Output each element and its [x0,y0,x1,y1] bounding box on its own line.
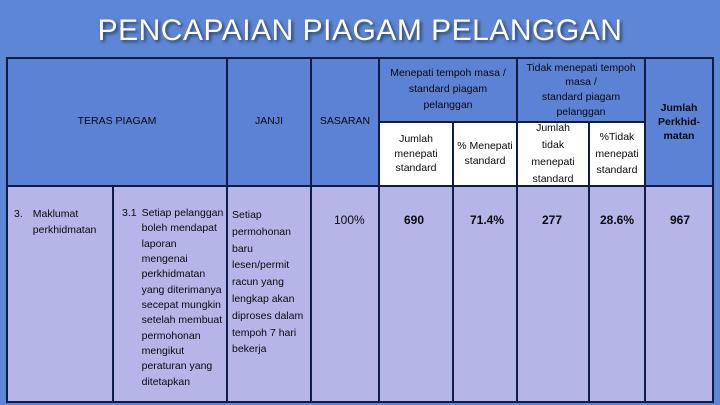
janji-cell [114,187,226,401]
header-pct-menepati: % Menepati standard [454,123,516,185]
header-janji: JANJI [228,59,310,185]
janji-detail-cell: Setiap permohonan baru lesen/permit racun yang lengkap akan diproses dalam tempoh 7 hari bekerja [228,187,310,401]
janji-text: Setiap pelanggan boleh mendapat laporan mengenai perkhidmatan yang diterimanya secepat mungkin setelah membuat permohonan mengikut peraturan yang ditetapkan [141,207,224,388]
header-teras-piagam: TERAS PIAGAM [8,59,226,185]
header-group-tidak-menepati: Tidak menepati tempoh masa / standard piagam pelanggan [518,59,644,121]
teras-number: 3. [14,208,23,220]
header-jumlah-perkhidmatan: Jumlah Perkhid- matan [646,59,712,185]
header-jumlah-tidak: Jumlah tidak menepati standard [518,123,588,185]
header-sasaran: SASARAN [312,59,378,185]
jumlah-perkhidmatan-value: 967 [646,187,712,401]
charter-table [6,57,714,403]
janji-number: 3.1 [122,207,137,219]
pct-tidak-value: 28.6% [590,187,644,401]
header-jumlah-menepati: Jumlah menepati standard [380,123,452,185]
jumlah-menepati-value: 690 [380,187,452,401]
header-group-menepati: Menepati tempoh masa / standard piagam pelanggan [380,59,516,121]
page-title: PENCAPAIAN PIAGAM PELANGGAN [97,14,623,47]
header-pct-tidak: %Tidak menepati standard [590,123,644,185]
jumlah-tidak-value: 277 [518,187,588,401]
teras-text: Maklumat perkhidmatan [32,208,97,236]
sasaran-value: 100% [312,187,378,401]
pct-menepati-value: 71.4% [454,187,516,401]
teras-cell [8,187,112,401]
